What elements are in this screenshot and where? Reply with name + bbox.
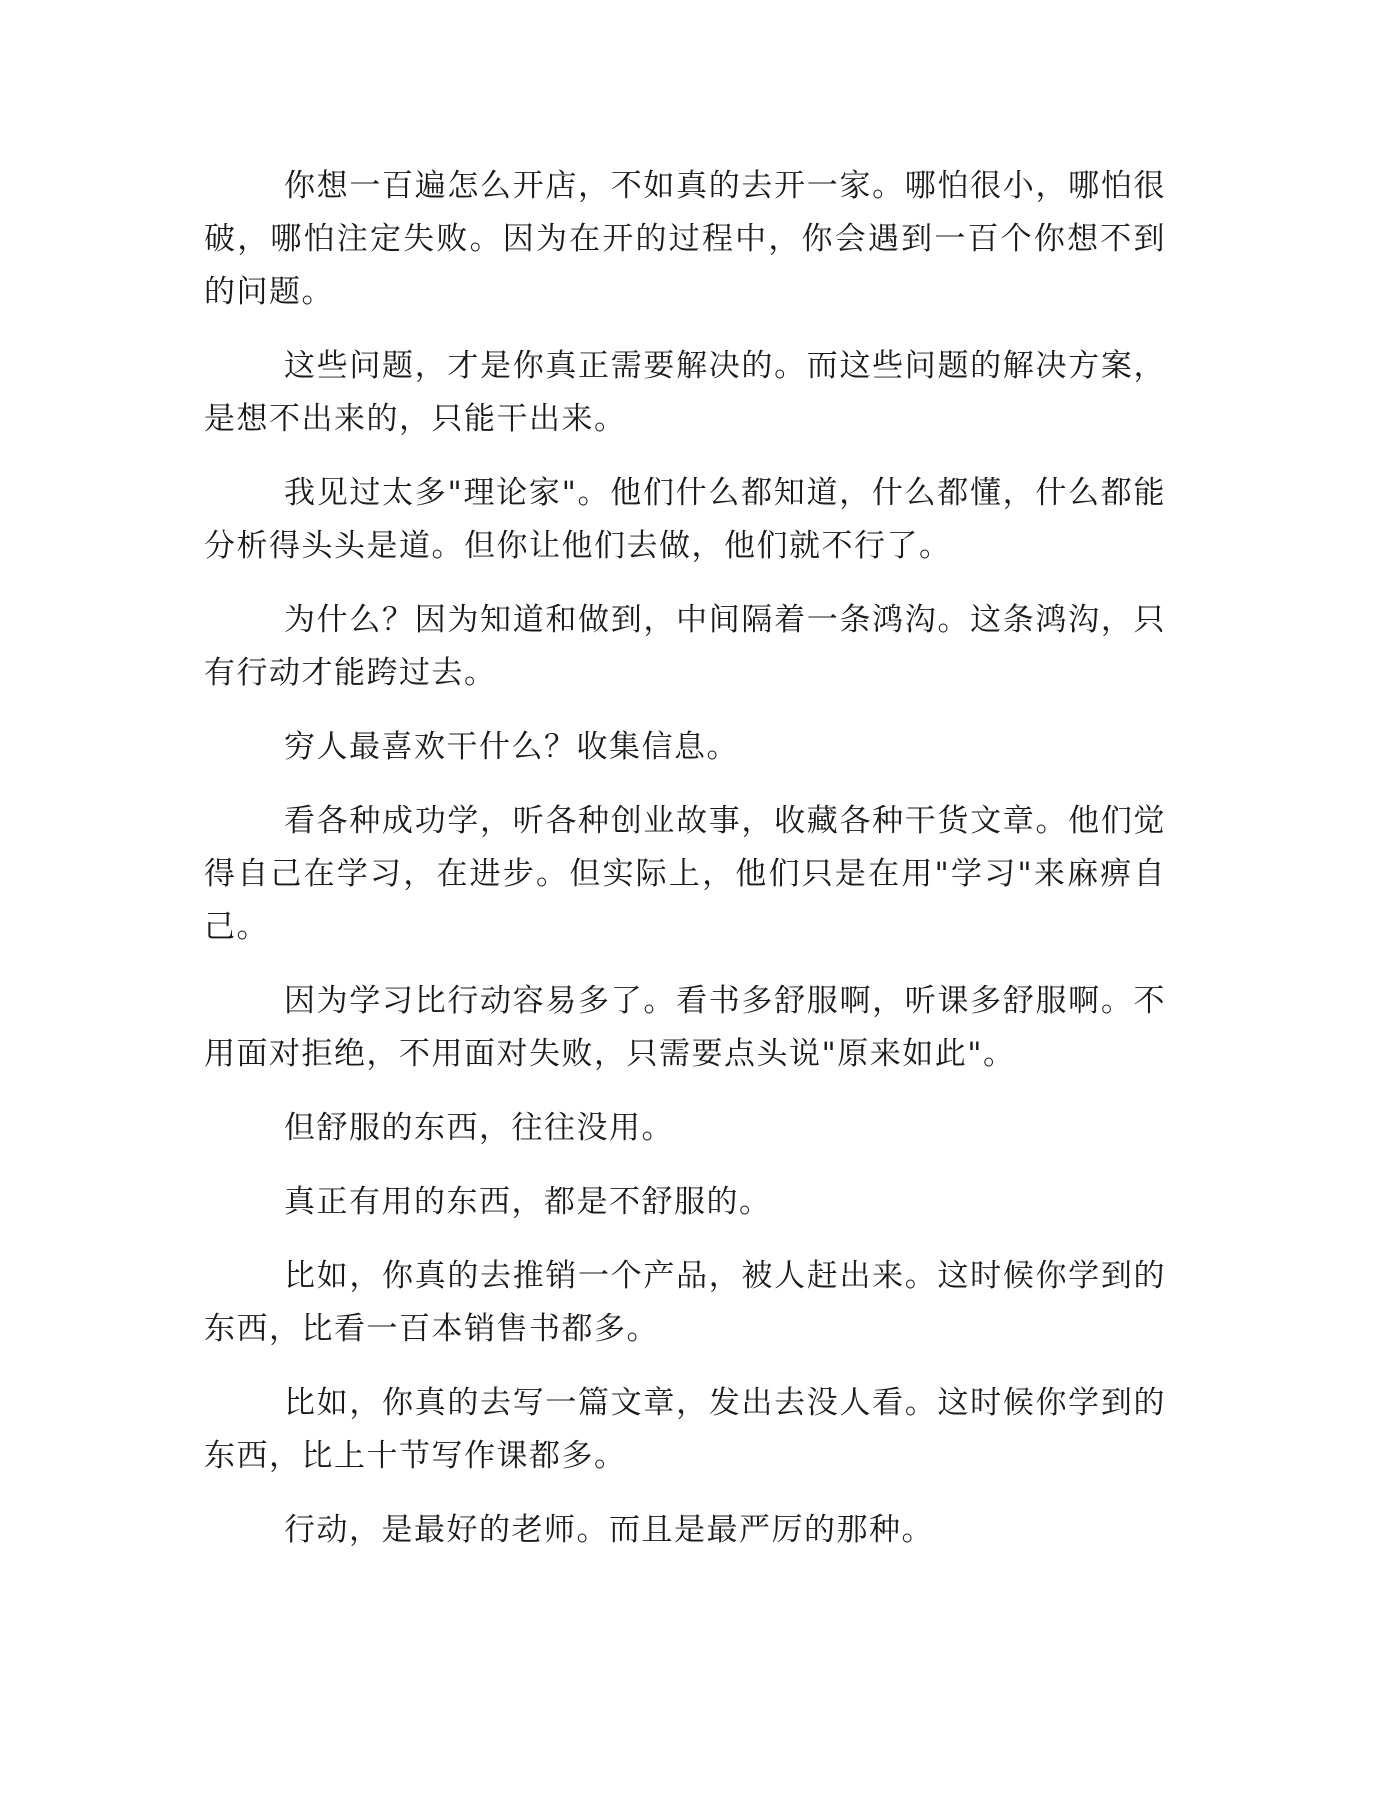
paragraph: 穷人最喜欢干什么？收集信息。: [284, 729, 739, 765]
paragraph: 比如，你真的去写一篇文章，发出去没人看。这时候你学到的东西，比上十节写作课都多。: [204, 1385, 1166, 1474]
paragraph: 因为学习比行动容易多了。看书多舒服啊，听课多舒服啊。不用面对拒绝，不用面对失败，只需要点头说"原来如此"。: [204, 983, 1166, 1072]
paragraph: 真正有用的东西，都是不舒服的。: [284, 1184, 772, 1220]
paragraph: 为什么？因为知道和做到，中间隔着一条鸿沟。这条鸿沟，只有行动才能跨过去。: [204, 602, 1166, 691]
paragraph: 我见过太多"理论家"。他们什么都知道，什么都懂，什么都能分析得头头是道。但你让他们去做，他们就不行了。: [204, 475, 1166, 564]
paragraph: 这些问题，才是你真正需要解决的。而这些问题的解决方案，是想不出来的，只能干出来。: [204, 348, 1166, 437]
paragraph: 看各种成功学，听各种创业故事，收藏各种干货文章。他们觉得自己在学习，在进步。但实际上，他们只是在用"学习"来麻痹自己。: [204, 803, 1166, 945]
paragraph: 行动，是最好的老师。而且是最严厉的那种。: [284, 1512, 934, 1548]
paragraph: 你想一百遍怎么开店，不如真的去开一家。哪怕很小，哪怕很破，哪怕注定失败。因为在开的过程中，你会遇到一百个你想不到的问题。: [204, 168, 1166, 310]
document-body: [204, 160, 1166, 1578]
paragraph: 但舒服的东西，往往没用。: [284, 1110, 674, 1146]
paragraph: 比如，你真的去推销一个产品，被人赶出来。这时候你学到的东西，比看一百本销售书都多。: [204, 1258, 1166, 1347]
